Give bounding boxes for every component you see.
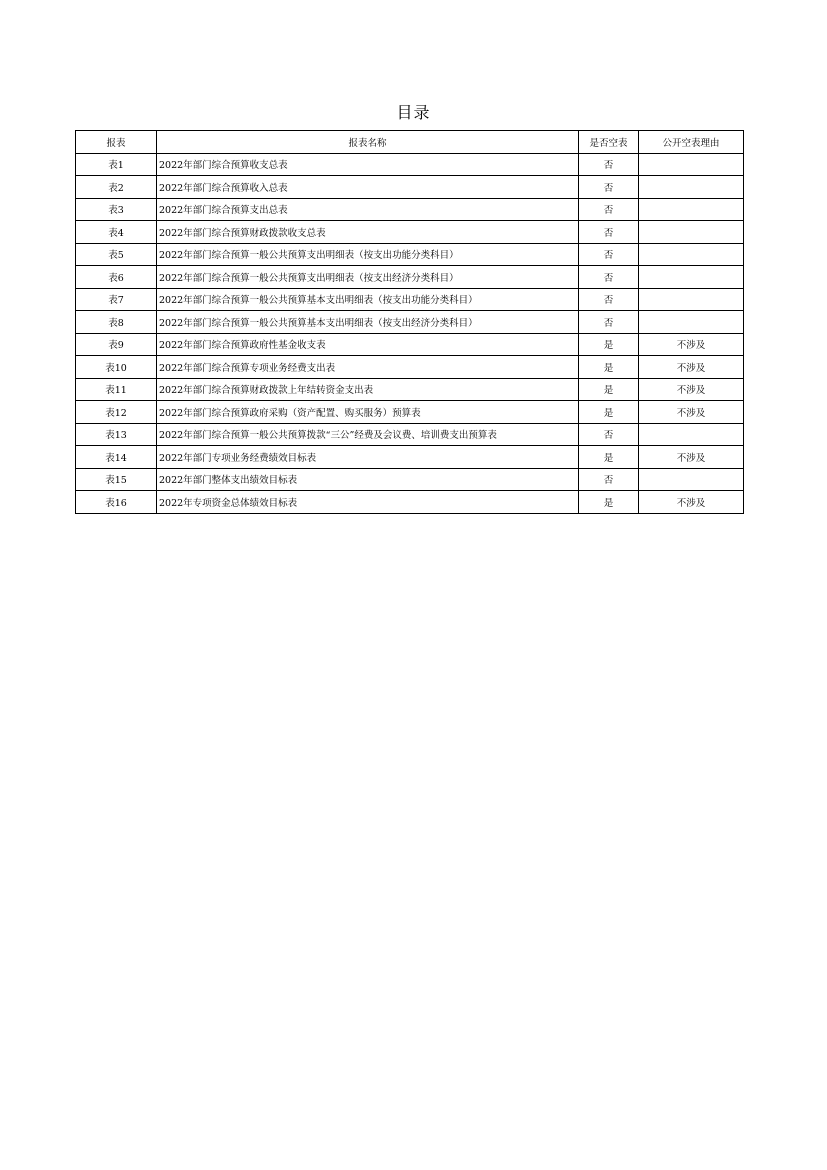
row-is-empty: 否 [579, 423, 639, 446]
table-row [76, 468, 744, 491]
row-code: 表14 [76, 446, 157, 469]
row-code: 表7 [76, 288, 157, 311]
row-code: 表5 [76, 243, 157, 266]
row-reason [639, 423, 744, 446]
row-code: 表8 [76, 311, 157, 334]
row-code: 表15 [76, 468, 157, 491]
row-is-empty: 否 [579, 243, 639, 266]
row-is-empty: 否 [579, 288, 639, 311]
header-code: 报表 [76, 131, 157, 154]
row-name: 2022年专项资金总体绩效目标表 [157, 491, 579, 514]
row-name: 2022年部门综合预算一般公共预算基本支出明细表（按支出功能分类科目） [157, 288, 579, 311]
row-is-empty: 否 [579, 468, 639, 491]
table-row [76, 311, 744, 334]
row-name: 2022年部门综合预算一般公共预算支出明细表（按支出经济分类科目） [157, 266, 579, 289]
row-is-empty: 否 [579, 221, 639, 244]
row-reason: 不涉及 [639, 378, 744, 401]
header-name: 报表名称 [157, 131, 579, 154]
row-name: 2022年部门综合预算财政拨款收支总表 [157, 221, 579, 244]
row-reason [639, 468, 744, 491]
row-name: 2022年部门整体支出绩效目标表 [157, 468, 579, 491]
row-code: 表12 [76, 401, 157, 424]
table-row [76, 176, 744, 199]
table-row [76, 401, 744, 424]
table-row [76, 198, 744, 221]
row-is-empty: 是 [579, 356, 639, 379]
row-name: 2022年部门综合预算收支总表 [157, 153, 579, 176]
header-is-empty: 是否空表 [579, 131, 639, 154]
row-reason: 不涉及 [639, 356, 744, 379]
row-code: 表3 [76, 198, 157, 221]
table-row [76, 221, 744, 244]
table-header [76, 131, 744, 154]
row-name: 2022年部门综合预算一般公共预算支出明细表（按支出功能分类科目） [157, 243, 579, 266]
row-name: 2022年部门综合预算一般公共预算基本支出明细表（按支出经济分类科目） [157, 311, 579, 334]
page-title: 目录 [396, 103, 431, 122]
row-is-empty: 是 [579, 401, 639, 424]
row-is-empty: 否 [579, 311, 639, 334]
row-name: 2022年部门综合预算财政拨款上年结转资金支出表 [157, 378, 579, 401]
row-name: 2022年部门综合预算专项业务经费支出表 [157, 356, 579, 379]
row-name: 2022年部门综合预算支出总表 [157, 198, 579, 221]
row-reason [639, 243, 744, 266]
row-name: 2022年部门专项业务经费绩效目标表 [157, 446, 579, 469]
table-row [76, 266, 744, 289]
row-is-empty: 是 [579, 446, 639, 469]
row-reason [639, 288, 744, 311]
row-code: 表13 [76, 423, 157, 446]
row-code: 表11 [76, 378, 157, 401]
row-reason [639, 176, 744, 199]
row-is-empty: 是 [579, 333, 639, 356]
table-row [76, 243, 744, 266]
row-reason [639, 198, 744, 221]
row-code: 表4 [76, 221, 157, 244]
row-reason: 不涉及 [639, 446, 744, 469]
table-row [76, 446, 744, 469]
table-row [76, 153, 744, 176]
row-code: 表9 [76, 333, 157, 356]
row-code: 表16 [76, 491, 157, 514]
header-reason: 公开空表理由 [639, 131, 744, 154]
row-name: 2022年部门综合预算政府性基金收支表 [157, 333, 579, 356]
row-is-empty: 是 [579, 491, 639, 514]
row-reason: 不涉及 [639, 333, 744, 356]
table-row [76, 491, 744, 514]
row-is-empty: 否 [579, 266, 639, 289]
row-code: 表2 [76, 176, 157, 199]
row-reason [639, 311, 744, 334]
table-body [76, 153, 744, 513]
table-row [76, 378, 744, 401]
row-is-empty: 是 [579, 378, 639, 401]
table-row [76, 288, 744, 311]
row-code: 表1 [76, 153, 157, 176]
row-is-empty: 否 [579, 176, 639, 199]
table-row [76, 356, 744, 379]
toc-table [75, 130, 744, 514]
row-name: 2022年部门综合预算政府采购（资产配置、购买服务）预算表 [157, 401, 579, 424]
row-reason [639, 221, 744, 244]
row-reason [639, 153, 744, 176]
row-name: 2022年部门综合预算收入总表 [157, 176, 579, 199]
header-row [76, 131, 744, 154]
row-reason [639, 266, 744, 289]
table-row [76, 333, 744, 356]
row-code: 表6 [76, 266, 157, 289]
row-name: 2022年部门综合预算一般公共预算拨款“三公”经费及会议费、培训费支出预算表 [157, 423, 579, 446]
row-code: 表10 [76, 356, 157, 379]
row-is-empty: 否 [579, 153, 639, 176]
row-is-empty: 否 [579, 198, 639, 221]
row-reason: 不涉及 [639, 491, 744, 514]
row-reason: 不涉及 [639, 401, 744, 424]
table-row [76, 423, 744, 446]
